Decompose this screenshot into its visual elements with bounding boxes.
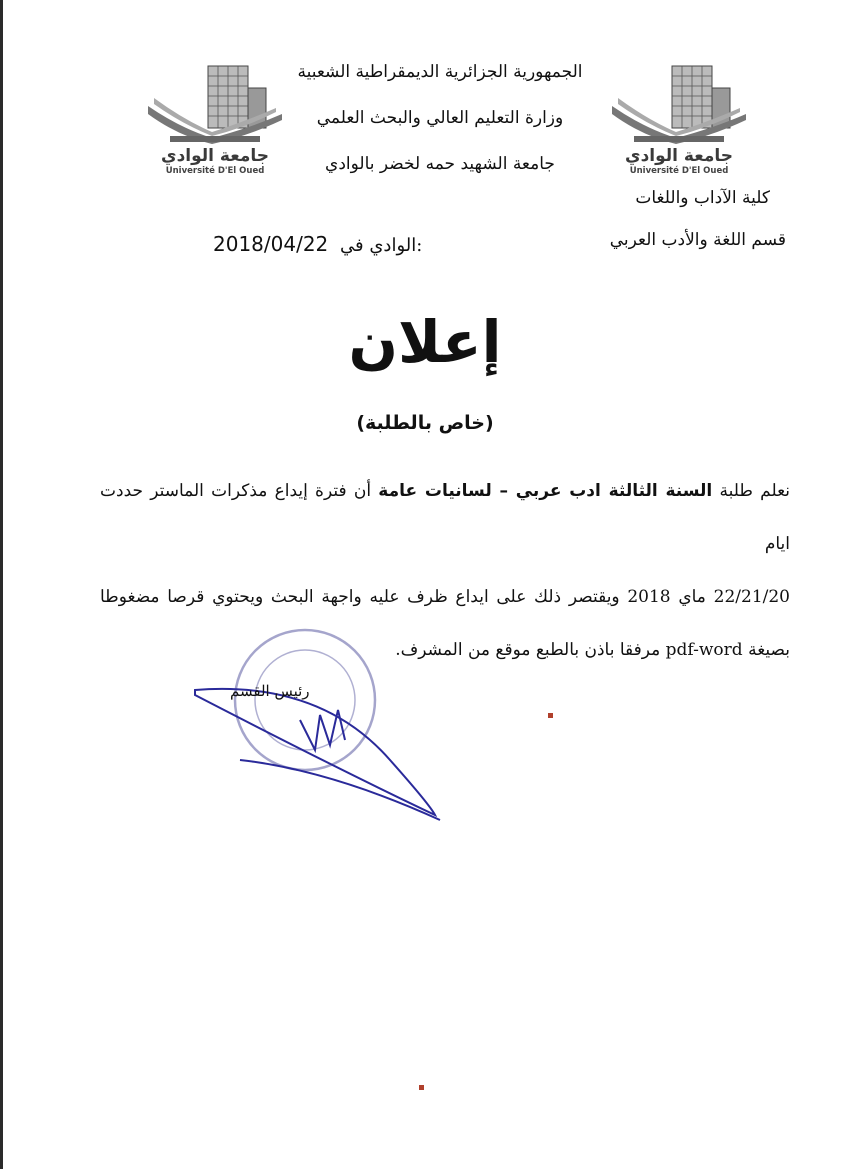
scan-speck: [419, 1085, 424, 1090]
letterhead: [290, 60, 590, 198]
logo-name: جامعة الوادي: [625, 146, 733, 166]
faculty-name: كلية الآداب واللغات: [635, 188, 770, 208]
university-name: جامعة الشهيد حمه لخضر بالوادي: [325, 154, 555, 174]
body-text-segment: أن فترة إيداع مذكرات الماستر حددت ايام: [100, 481, 790, 554]
department-name: قسم اللغة والأدب العربي: [609, 230, 786, 250]
date-line: [213, 232, 422, 256]
logo-subtitle: Université D'El Oued: [165, 166, 265, 176]
date-label: الوادي في:: [340, 235, 423, 256]
university-logo-right: [604, 58, 754, 178]
body-line-1: [100, 465, 790, 571]
body-bold-segment: السنة الثالثة ادب عربي – لسانيات عامة: [378, 481, 713, 501]
announcement-title: إعلان: [348, 308, 502, 376]
body-text-segment: نعلم طلبة: [719, 481, 791, 501]
official-stamp: [180, 620, 460, 840]
body-line-2: 22/21/20 ماي 2018 ويقتصر ذلك على ايداع ظرف عليه واجهة البحث ويحتوي قرصا مضغوطا: [100, 587, 790, 607]
logo-name: جامعة الوادي: [161, 146, 269, 166]
republic-name: الجمهورية الجزائرية الديمقراطية الشعبية: [297, 62, 583, 82]
scan-edge: [0, 0, 3, 1169]
logo-building-icon: [604, 58, 754, 148]
announcement-subtitle: (خاص بالطلبة): [356, 412, 494, 434]
date-value: 2018/04/22: [213, 232, 329, 256]
body-line-3: بصيغة pdf-word مرفقا باذن بالطبع موقع من المشرف.: [395, 640, 790, 660]
logo-subtitle: Université D'El Oued: [629, 166, 729, 176]
stamp-and-signature: [180, 620, 460, 840]
scan-speck: [548, 713, 553, 718]
logo-building-icon: [140, 58, 290, 148]
signer-title: رئيس القسم: [230, 682, 310, 700]
university-logo-left: [140, 58, 290, 178]
ministry-name: وزارة التعليم العالي والبحث العلمي: [316, 108, 564, 128]
